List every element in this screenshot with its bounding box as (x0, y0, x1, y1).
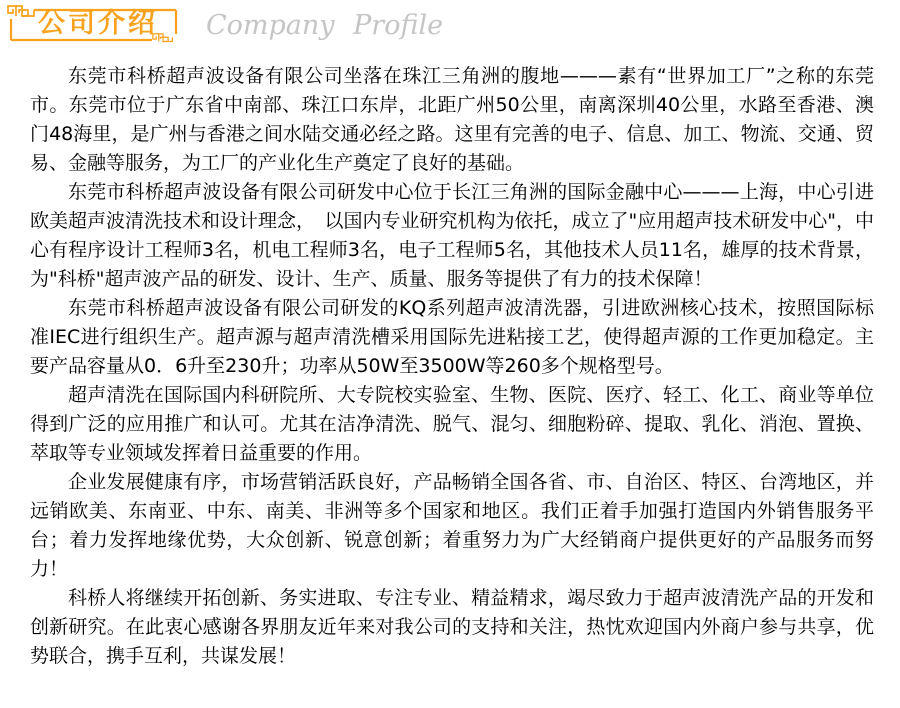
profile-text (30, 62, 874, 671)
section-title-badge (6, 4, 182, 54)
profile-paragraph-4: 超声清洗在国际国内科研院所、大专院校实验室、生物、医院、医疗、轻工、化工、商业等单位得到广泛的应用推广和认可。尤其在洁净清洗、脱气、混匀、细胞粉碎、提取、乳化、消泡、置换、萃取等专业领域发挥着日益重要的作用。 (30, 384, 874, 464)
profile-paragraph-5: 企业发展健康有序，市场营销活跃良好，产品畅销全国各省、市、自治区、特区、台湾地区，并远销欧美、东南亚、中东、南美、非洲等多个国家和地区。我们正着手加强打造国内外销售服务平台；着力发挥地缘优势，大众创新、锐意创新；着重努力为广大经销商户提供更好的产品服务而努力！ (30, 471, 874, 580)
profile-paragraph-3: 东莞市科桥超声波设备有限公司研发的KQ系列超声波清洗器，引进欧洲核心技术，按照国际标准IEC进行组织生产。超声源与超声清洗槽采用国际先进粘接工艺，使得超声源的工作更加稳定。主要产品容量从0．6升至230升；功率从50W至3500W等260多个规格型号。 (30, 297, 874, 377)
page-title: 公司介绍 (38, 8, 158, 39)
meander-ornament-top-left-icon (8, 6, 34, 16)
profile-paragraph-1: 东莞市科桥超声波设备有限公司坐落在珠江三角洲的腹地———素有“世界加工厂”之称的东莞市。东莞市位于广东省中南部、珠江口东岸，北距广州50公里，南离深圳40公里，水路至香港、澳门48海里，是广州与香港之间水陆交通必经之路。这里有完善的电子、信息、加工、物流、交通、贸易、金融等服务，为工厂的产业化生产奠定了良好的基础。 (30, 65, 874, 174)
profile-paragraph-6: 科桥人将继续开拓创新、务实进取、专注专业、精益精求，竭尽致力于超声波清洗产品的开发和创新研究。在此衷心感谢各界朋友近年来对我公司的支持和关注，热忱欢迎国内外商户参与共享，优势联合，携手互利，共谋发展！ (30, 587, 874, 667)
page-header (6, 4, 900, 56)
profile-paragraph-2: 东莞市科桥超声波设备有限公司研发中心位于长江三角洲的国际金融中心———上海，中心引进欧美超声波清洗技术和设计理念， 以国内专业研究机构为依托，成立了"应用超声技术研发中心"，中心有程序设计工程师3名，机电工程师3名，电子工程师5名，其他技术人员11名，雄厚的技术背景，为"科桥"超声波产品的研发、设计、生产、质量、服务等提供了有力的技术保障！ (30, 181, 874, 290)
page-subtitle: Company Profile (206, 10, 444, 41)
